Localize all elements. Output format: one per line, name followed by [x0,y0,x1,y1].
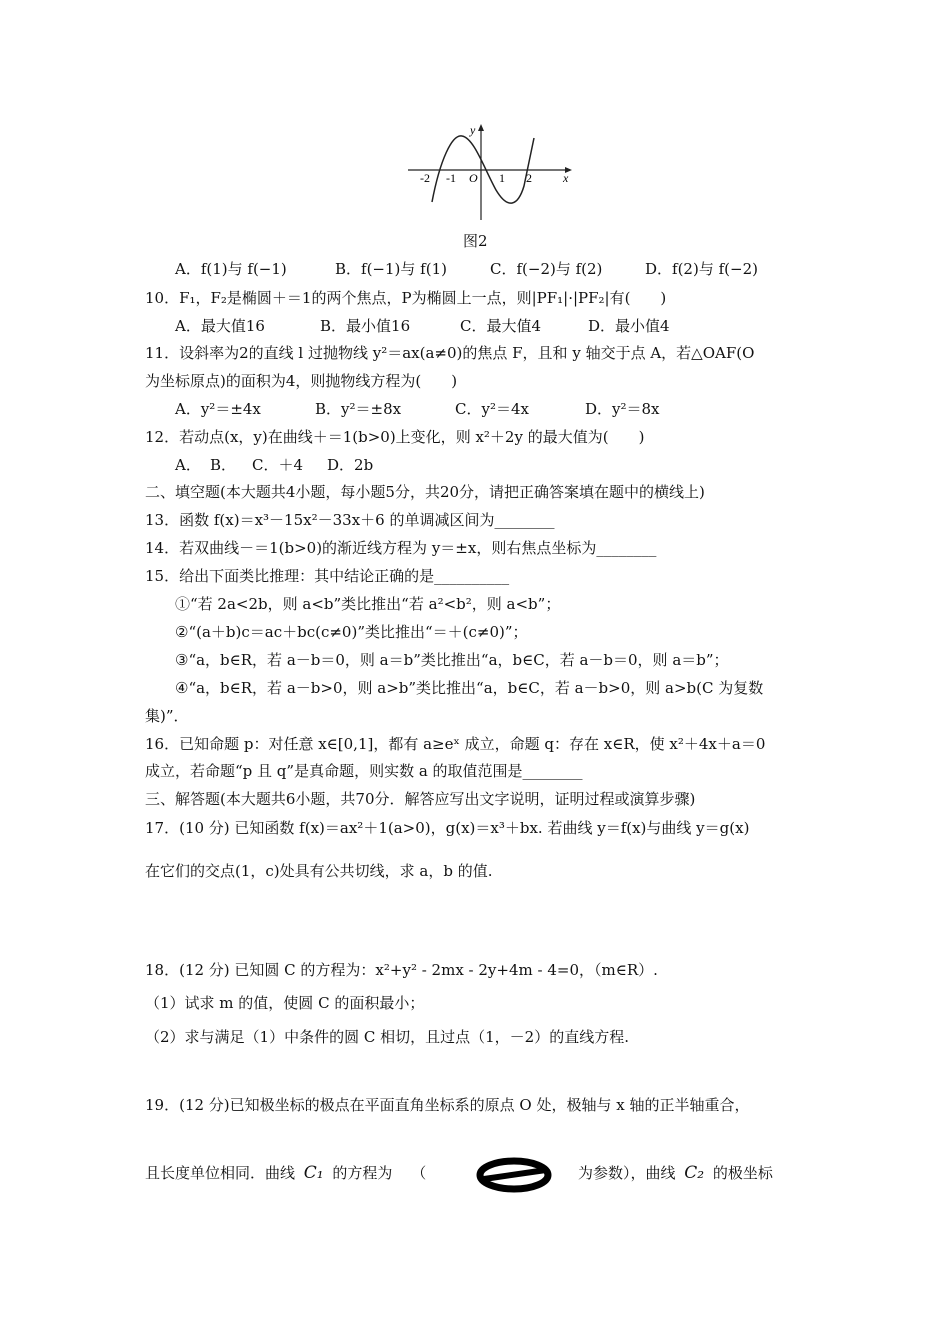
y-axis-arrow-icon [478,124,484,131]
option-d: D．最小值4 [588,317,670,335]
option-d: D．y²＝8x [585,400,660,418]
option-b: B．最小值16 [320,317,411,335]
q11-stem-line-1: 11．设斜率为2的直线 l 过抛物线 y²＝ax(a≠0)的焦点 F，且和 y 轴交于点 A，若△OAF(O [145,344,755,362]
option-c: C．y²＝4x [455,400,529,418]
origin-label: O [469,171,478,185]
q12-options [175,455,373,475]
tick-label: -2 [420,171,430,185]
theta-symbol-icon [474,1157,556,1193]
option-a: A． [175,456,201,474]
q17-line-2: 在它们的交点(1，c)处具有公共切线，求 a，b 的值. [145,862,493,880]
option-c: C．最大值4 [460,317,542,335]
option-a: A．y²＝±4x [175,400,261,418]
q13: 13．函数 f(x)＝x³－15x²－33x＋6 的单调减区间为________ [145,511,555,529]
tick-label: 2 [526,171,532,185]
curve-c1-symbol: C₁ [303,1163,324,1183]
q15-stem: 15．给出下面类比推理：其中结论正确的是__________ [145,567,510,585]
q19-line-2-tail [578,1163,773,1183]
section-3-heading: 三、解答题(本大题共6小题，共70分．解答应写出文字说明，证明过程或演算步骤) [145,790,696,808]
q10-options [175,316,670,336]
option-d: D．f(2)与 f(−2) [645,260,758,278]
q19-text-part-2: 的方程为 [332,1164,393,1182]
q11-stem-line-2: 为坐标原点)的面积为4，则抛物线方程为( ) [145,372,458,390]
q18-line-1: 18．(12 分) 已知圆 C 的方程为：x²+y² - 2mx - 2y+4m - 4=0，（m∈R）. [145,961,658,979]
curve-c2-symbol: C₂ [684,1163,705,1183]
q17-line-1: 17．(10 分) 已知函数 f(x)＝ax²＋1(a>0)，g(x)＝x³＋bx. 若曲线 y＝f(x)与曲线 y＝g(x) [145,819,750,837]
q9-options [175,259,758,279]
option-a: A．最大值16 [175,317,265,335]
figure-caption: 图2 [463,232,488,250]
tick-label: 1 [499,171,505,185]
option-b: B．y²＝±8x [315,400,402,418]
option-d: D．2b [327,456,374,474]
tick-label: -1 [446,171,456,185]
q15-item-4: ④“a，b∈R，若 a－b>0，则 a>b”类比推出“a，b∈C，若 a－b>0，则 a>b(C 为复数 [175,679,764,697]
q19-text-part-1: 且长度单位相同．曲线 [145,1164,296,1182]
q14: 14．若双曲线－＝1(b>0)的渐近线方程为 y＝±x，则右焦点坐标为________ [145,539,657,557]
q15-item-1: ①“若 2a<2b，则 a<b”类比推出“若 a²<b²，则 a<b”； [175,595,561,613]
q18-line-2: （1）试求 m 的值，使圆 C 的面积最小； [145,994,425,1012]
q15-item-2: ②“(a＋b)c＝ac＋bc(c≠0)”类比推出“＝＋(c≠0)”； [175,623,528,641]
q19-text-part-4: 的极坐标 [712,1164,773,1182]
q15-tail: 集)”． [145,707,189,725]
x-axis-label: x [563,171,569,185]
q16-line-2: 成立，若命题“p 且 q”是真命题，则实数 a 的取值范围是________ [145,762,583,780]
option-a: A．f(1)与 f(−1) [175,260,287,278]
option-c: C．f(−2)与 f(2) [490,260,603,278]
q16-line-1: 16．已知命题 p：对任意 x∈[0,1]，都有 a≥eˣ 成立，命题 q：存在 x∈R，使 x²＋4x＋a＝0 [145,735,766,753]
q12-stem: 12．若动点(x，y)在曲线＋＝1(b>0)上变化，则 x²＋2y 的最大值为( ) [145,428,645,446]
y-axis-label: y [470,123,476,137]
section-2-heading: 二、填空题(本大题共4小题，每小题5分，共20分，请把正确答案填在题中的横线上) [145,483,705,501]
option-c: C．＋4 [252,456,304,474]
q19-line-1: 19．(12 分)已知极坐标的极点在平面直角坐标系的原点 O 处，极轴与 x 轴的正半轴重合， [145,1096,750,1114]
option-b: B． [210,456,237,474]
q10-stem: 10．F₁，F₂是椭圆＋＝1的两个焦点，P为椭圆上一点，则|PF₁|·|PF₂|有( ) [145,289,667,307]
q15-item-3: ③“a，b∈R，若 a－b＝0，则 a＝b”类比推出“a，b∈C，若 a－b＝0，则 a＝b”； [175,651,729,669]
q19-line-2 [145,1163,426,1183]
q11-options [175,399,660,419]
option-b: B．f(−1)与 f(1) [335,260,447,278]
function-graph-figure [400,120,590,230]
q18-line-3: （2）求与满足（1）中条件的圆 C 相切，且过点（1，－2）的直线方程. [145,1028,629,1046]
q19-paren: （ [411,1164,427,1182]
q19-text-part-3: 为参数），曲线 [578,1164,676,1182]
